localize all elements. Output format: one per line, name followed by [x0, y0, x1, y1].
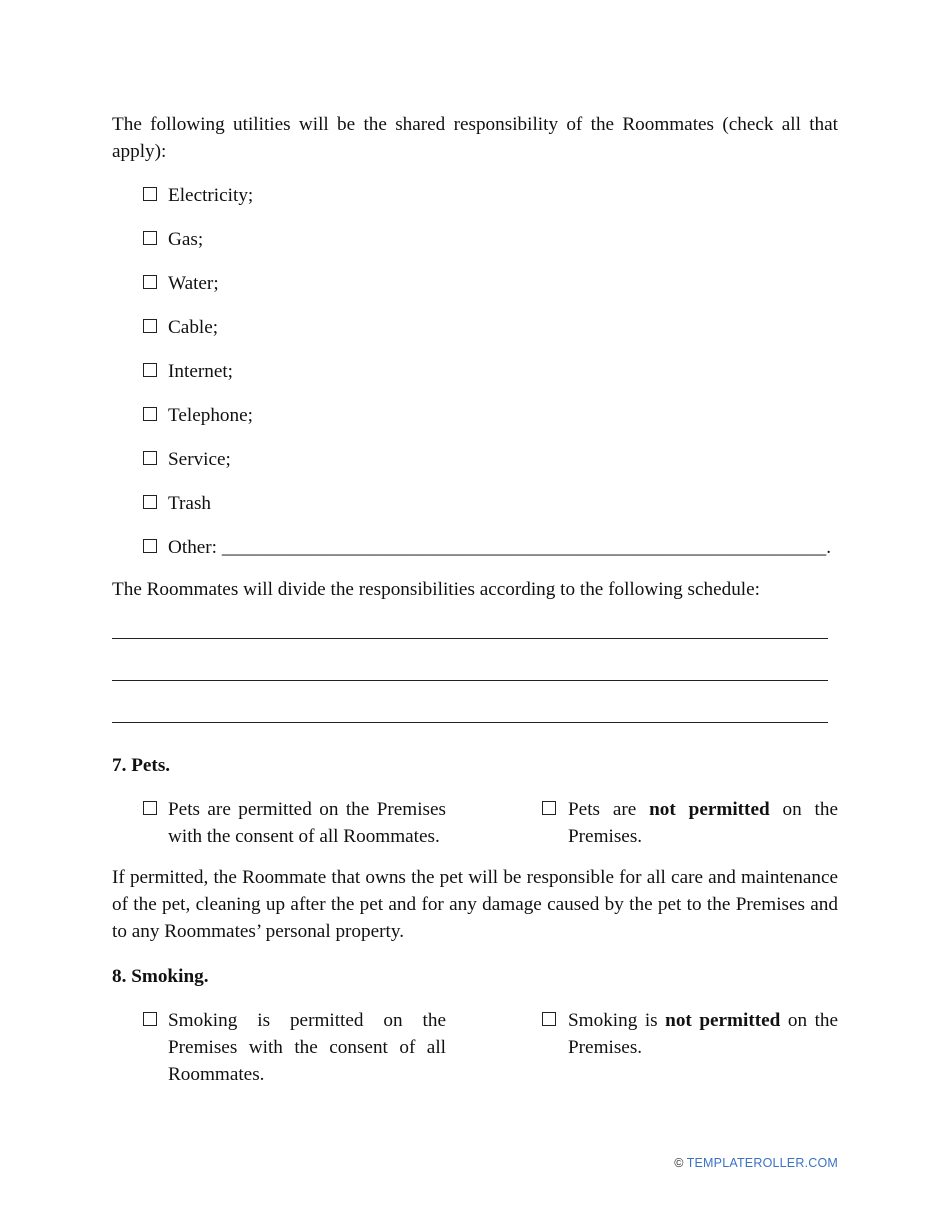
checkbox[interactable] — [143, 539, 157, 553]
checkbox[interactable] — [143, 319, 157, 333]
footer-brand-link[interactable]: TEMPLATEROLLER.COM — [686, 1156, 838, 1170]
document-page — [112, 108, 838, 1088]
checkbox[interactable] — [542, 801, 556, 815]
checkbox[interactable] — [143, 495, 157, 509]
utility-item-other — [112, 534, 838, 574]
other-blank-field[interactable]: _______________________________________________________________. — [221, 537, 832, 558]
utility-label: Telephone; — [168, 405, 253, 426]
footer-brand[interactable] — [674, 1156, 838, 1170]
schedule-blank-line[interactable] — [112, 692, 838, 734]
smoking-not-permitted-bold: not permitted — [665, 1010, 781, 1031]
checkbox[interactable] — [542, 1012, 556, 1026]
utility-label: Water; — [168, 273, 219, 294]
utilities-intro: The following utilities will be the shared responsibility of the Roommates (check all that apply): — [112, 114, 838, 162]
other-label: Other: — [168, 537, 218, 558]
pets-permitted-text: Pets are permitted on the Premises with the consent of all Roommates. — [168, 799, 446, 847]
utility-label: Service; — [168, 449, 231, 470]
checkbox[interactable] — [143, 407, 157, 421]
smoking-permitted-option — [112, 1007, 446, 1088]
utility-label: Electricity; — [168, 185, 254, 206]
utility-item-trash — [112, 490, 838, 534]
pets-heading: 7. Pets. — [112, 755, 171, 776]
utility-label: Internet; — [168, 361, 233, 382]
pets-permitted-option — [112, 796, 446, 850]
smoking-permitted-text: Smoking is permitted on the Premises with the consent of all Roommates. — [168, 1010, 446, 1085]
copyright-symbol: © — [674, 1156, 684, 1170]
utility-label: Trash — [168, 493, 212, 514]
checkbox[interactable] — [143, 451, 157, 465]
utility-item-water — [112, 270, 838, 314]
schedule-intro: The Roommates will divide the responsibilities according to the following schedule: — [112, 579, 760, 600]
utility-item-telephone — [112, 402, 838, 446]
utility-item-internet — [112, 358, 838, 402]
smoking-not-permitted-pre: Smoking is — [568, 1010, 658, 1031]
checkbox[interactable] — [143, 1012, 157, 1026]
utility-item-gas — [112, 226, 838, 270]
utility-item-cable — [112, 314, 838, 358]
pets-paragraph: If permitted, the Roommate that owns the pet will be responsible for all care and maintenance of the pet, cleaning up after the pet and for any damage caused by the pet to the Premises and to any Roommates’ personal property. — [112, 867, 838, 942]
smoking-heading: 8. Smoking. — [112, 966, 209, 987]
schedule-lines — [112, 608, 838, 734]
pets-not-permitted-post: on the Premises. — [568, 799, 838, 847]
utility-item-electricity — [112, 182, 838, 226]
checkbox[interactable] — [143, 187, 157, 201]
smoking-not-permitted-option — [542, 1007, 838, 1088]
pets-options — [112, 796, 838, 850]
pets-not-permitted-bold: not permitted — [649, 799, 770, 820]
checkbox[interactable] — [143, 231, 157, 245]
schedule-blank-line[interactable] — [112, 650, 838, 692]
smoking-not-permitted-post: on the Premises. — [568, 1010, 839, 1058]
pets-not-permitted-option — [542, 796, 838, 850]
utilities-checklist — [112, 182, 838, 574]
utility-label: Gas; — [168, 229, 204, 250]
utility-item-service — [112, 446, 838, 490]
checkbox[interactable] — [143, 363, 157, 377]
utility-label: Cable; — [168, 317, 219, 338]
smoking-options — [112, 1007, 838, 1088]
checkbox[interactable] — [143, 801, 157, 815]
schedule-blank-line[interactable] — [112, 608, 838, 650]
pets-not-permitted-pre: Pets are — [568, 799, 637, 820]
checkbox[interactable] — [143, 275, 157, 289]
